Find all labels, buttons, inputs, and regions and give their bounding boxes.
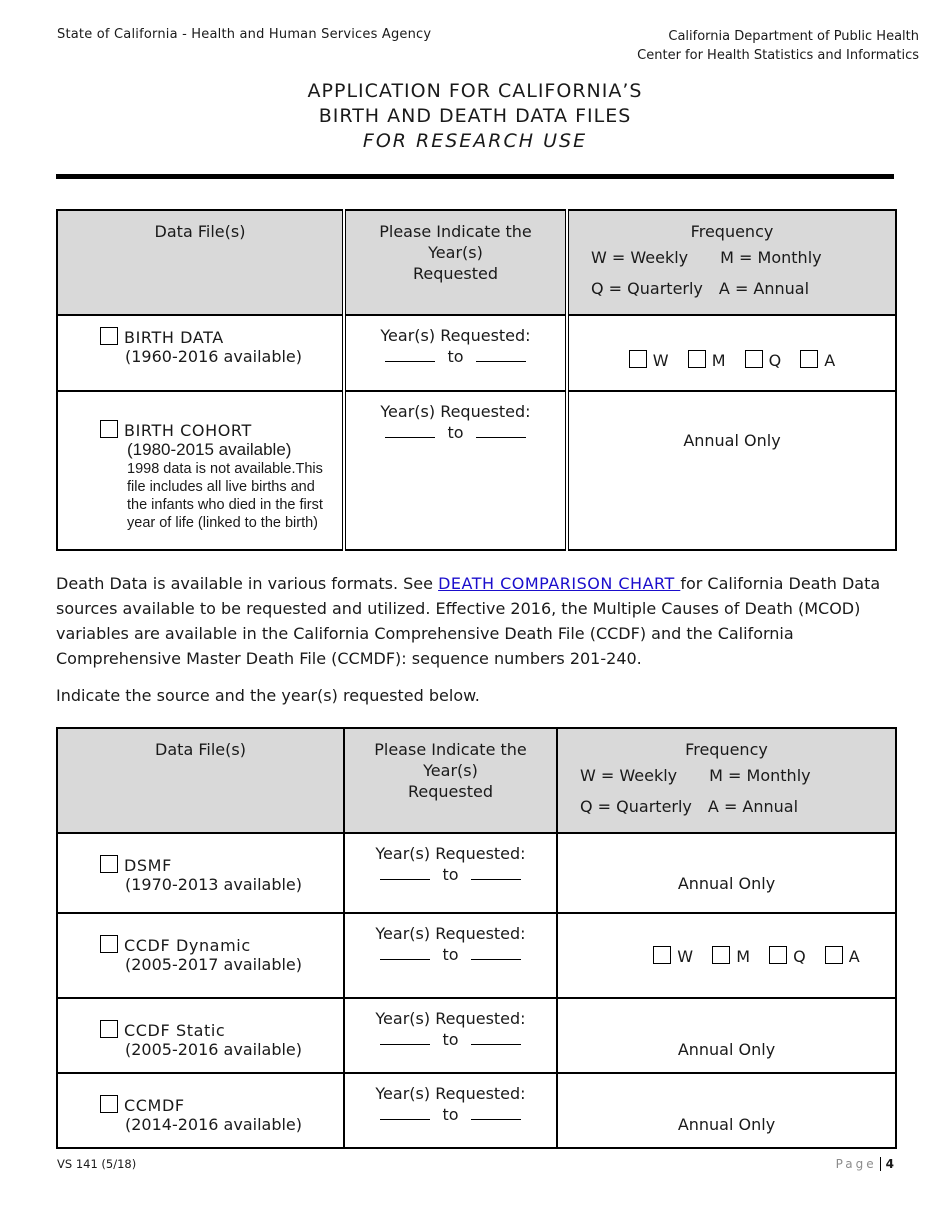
years-header-line3: Requested (408, 782, 493, 801)
freq-weekly-checkbox[interactable] (653, 946, 671, 964)
death-data-paragraph (56, 571, 896, 671)
years-requested-label: Year(s) Requested: (375, 1084, 526, 1103)
annual-only-text: Annual Only (677, 1115, 776, 1134)
file-name: CCDF Static (124, 1021, 226, 1040)
frequency-cell (557, 913, 896, 998)
years-cell (344, 315, 567, 391)
file-note: file includes all live births and (127, 479, 315, 495)
frequency-legend (558, 760, 895, 822)
freq-q-label: Q (768, 351, 782, 370)
legend-quarterly: Q = Quarterly (580, 797, 692, 816)
years-cell (344, 833, 557, 913)
to-label: to (447, 347, 464, 366)
to-label: to (447, 423, 464, 442)
frequency-cell (557, 833, 896, 913)
file-name: DSMF (124, 856, 172, 875)
year-from-input[interactable] (380, 1105, 430, 1120)
to-label: to (442, 945, 459, 964)
ccdf-dynamic-checkbox[interactable] (100, 935, 118, 953)
freq-quarterly-checkbox[interactable] (769, 946, 787, 964)
col-header-data-files: Data File(s) (57, 210, 344, 315)
annual-only-text: Annual Only (677, 873, 776, 893)
to-label: to (442, 1105, 459, 1124)
year-to-input[interactable] (471, 865, 521, 880)
years-requested-label: Year(s) Requested: (380, 326, 531, 345)
frequency-cell (557, 1073, 896, 1148)
table-row (57, 913, 896, 998)
death-data-table (56, 727, 897, 1149)
year-to-input[interactable] (476, 423, 526, 438)
table-row (57, 1073, 896, 1148)
dsmf-checkbox[interactable] (100, 855, 118, 873)
freq-w-label: W (677, 946, 694, 966)
freq-monthly-checkbox[interactable] (712, 946, 730, 964)
col-header-data-files: Data File(s) (57, 728, 344, 833)
years-cell (344, 391, 567, 550)
page-title (0, 79, 950, 154)
department-header (637, 27, 919, 65)
file-name: BIRTH COHORT (124, 421, 252, 440)
years-requested-label: Year(s) Requested: (375, 844, 526, 863)
legend-monthly: M = Monthly (709, 766, 811, 785)
table-header-row (57, 210, 896, 315)
form-id: VS 141 (5/18) (57, 1157, 137, 1171)
years-requested-label: Year(s) Requested: (375, 1009, 526, 1028)
annual-only-text: Annual Only (677, 1040, 776, 1059)
freq-a-label: A (848, 946, 860, 966)
years-requested-label: Year(s) Requested: (375, 924, 526, 943)
years-header-line1: Please Indicate the (374, 740, 527, 759)
col-header-frequency (557, 728, 896, 833)
year-to-input[interactable] (471, 945, 521, 960)
table-header-row (57, 728, 896, 833)
title-line-3: FOR RESEARCH USE (362, 130, 588, 152)
freq-annual-checkbox[interactable] (825, 946, 843, 964)
file-availability: (1970-2013 available) (125, 875, 302, 894)
frequency-cell (567, 315, 896, 391)
to-label: to (442, 865, 459, 884)
paragraph-text: for California Death Data sources available to be requested and utilized. Effective 2016, the Multiple Causes of Death (MCOD) variables are available in the California Comprehensive Death File (CCDF) and the California Comprehensive Master Death File (CCMDF): sequence numbers 201-240. (56, 574, 881, 668)
years-header-line3: Requested (413, 264, 498, 283)
to-label: to (442, 1030, 459, 1049)
file-availability: (1960-2016 available) (125, 347, 302, 366)
indicate-instructions: Indicate the source and the year(s) requested below. (56, 686, 480, 705)
file-availability: (2005-2016 available) (125, 1040, 302, 1059)
file-cell-birth-cohort (57, 391, 344, 550)
frequency-cell (557, 998, 896, 1073)
annual-only-text: Annual Only (683, 431, 781, 450)
table-row (57, 315, 896, 391)
legend-weekly: W = Weekly (580, 766, 678, 785)
freq-annual-checkbox[interactable] (800, 350, 818, 368)
file-note: the infants who died in the first (127, 497, 323, 513)
years-cell (344, 998, 557, 1073)
file-cell-ccdf-static (57, 998, 344, 1073)
title-line-2: BIRTH AND DEATH DATA FILES (318, 105, 632, 127)
years-requested-label: Year(s) Requested: (380, 402, 531, 421)
file-cell-birth-data (57, 315, 344, 391)
col-header-years (344, 210, 567, 315)
page-number: 4 (880, 1157, 894, 1171)
agency-header: State of California - Health and Human Services Agency (57, 27, 432, 42)
file-note: year of life (linked to the birth) (127, 515, 319, 531)
freq-monthly-checkbox[interactable] (688, 350, 706, 368)
file-name: BIRTH DATA (124, 328, 224, 347)
legend-annual: A = Annual (718, 279, 810, 298)
file-availability: (2014-2016 available) (125, 1115, 302, 1134)
file-name: CCMDF (124, 1096, 185, 1115)
legend-weekly: W = Weekly (591, 248, 689, 267)
col-header-years (344, 728, 557, 833)
year-to-input[interactable] (471, 1030, 521, 1045)
birth-cohort-checkbox[interactable] (100, 420, 118, 438)
year-from-input[interactable] (385, 423, 435, 438)
years-cell (344, 1073, 557, 1148)
file-cell-dsmf (57, 833, 344, 913)
year-to-input[interactable] (471, 1105, 521, 1120)
file-availability: (1980-2015 available) (127, 440, 292, 459)
page-number-footer (836, 1157, 894, 1171)
year-from-input[interactable] (380, 945, 430, 960)
year-from-input[interactable] (380, 1030, 430, 1045)
file-availability: (2005-2017 available) (125, 955, 302, 974)
years-header-line2: Year(s) (428, 243, 483, 262)
legend-monthly: M = Monthly (720, 248, 822, 267)
title-line-1: APPLICATION FOR CALIFORNIA’S (307, 80, 643, 102)
center-name: Center for Health Statistics and Informatics (637, 48, 919, 63)
birth-data-checkbox[interactable] (100, 327, 118, 345)
freq-w-label: W (652, 351, 669, 370)
frequency-cell (567, 391, 896, 550)
years-header-line1: Please Indicate the (379, 222, 532, 241)
freq-m-label: M (711, 351, 726, 370)
year-from-input[interactable] (380, 865, 430, 880)
file-name: CCDF Dynamic (124, 936, 251, 955)
freq-a-label: A (824, 351, 836, 370)
file-note: 1998 data is not available.This (127, 461, 323, 477)
freq-m-label: M (736, 946, 750, 966)
file-cell-ccdf-dynamic (57, 913, 344, 998)
page-label: Page (835, 1157, 877, 1171)
legend-annual: A = Annual (707, 797, 799, 816)
birth-data-table (56, 209, 897, 551)
ccdf-static-checkbox[interactable] (100, 1020, 118, 1038)
frequency-legend (569, 242, 895, 304)
title-divider (56, 174, 894, 179)
year-to-input[interactable] (476, 347, 526, 362)
file-cell-ccmdf (57, 1073, 344, 1148)
legend-quarterly: Q = Quarterly (591, 279, 703, 298)
years-cell (344, 913, 557, 998)
freq-quarterly-checkbox[interactable] (745, 350, 763, 368)
table-row (57, 998, 896, 1073)
frequency-header: Frequency (685, 740, 768, 759)
freq-weekly-checkbox[interactable] (629, 350, 647, 368)
freq-q-label: Q (793, 946, 806, 966)
department-name: California Department of Public Health (668, 29, 919, 44)
year-from-input[interactable] (385, 347, 435, 362)
years-header-line2: Year(s) (423, 761, 478, 780)
table-row (57, 833, 896, 913)
ccmdf-checkbox[interactable] (100, 1095, 118, 1113)
death-comparison-chart-link[interactable]: DEATH COMPARISON CHART (438, 574, 681, 593)
paragraph-text: Death Data is available in various formats. See (56, 574, 439, 593)
frequency-header: Frequency (690, 222, 774, 241)
table-row (57, 391, 896, 550)
col-header-frequency (567, 210, 896, 315)
